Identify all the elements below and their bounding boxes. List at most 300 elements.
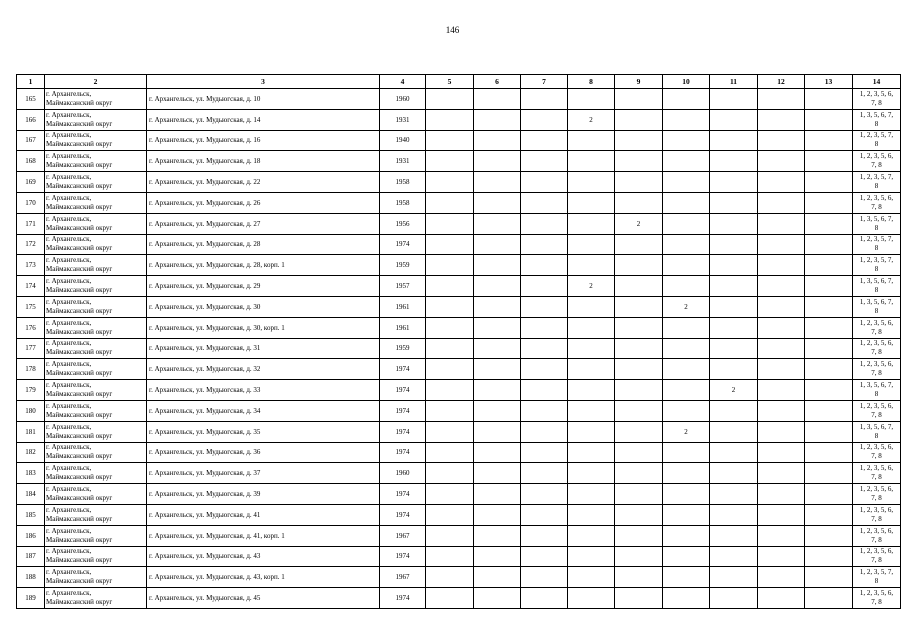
value-cell-8 [568,546,615,567]
column-header: 10 [663,75,710,89]
codes-line: 1, 2, 3, 5, 6, [859,485,894,494]
value-cell-10 [663,276,710,297]
value-cell-9 [615,276,663,297]
district-line: г. Архангельск, [46,297,92,306]
year-cell: 1974 [380,421,426,442]
district-line: г. Архангельск, [46,422,92,431]
row-number-cell: 187 [17,546,45,567]
district-line: г. Архангельск, [46,443,92,452]
address-cell: г. Архангельск, ул. Мудьюгская, д. 26 [147,192,380,213]
value-cell-7 [521,504,568,525]
value-cell-8 [568,442,615,463]
year-cell: 1967 [380,567,426,588]
codes-line: 8 [874,265,879,274]
value-cell-9: 2 [615,213,663,234]
value-cell-6 [474,234,521,255]
value-cell-13 [805,338,853,359]
value-cell-7 [521,130,568,151]
value-cell-9 [615,255,663,276]
value-cell-9 [615,380,663,401]
codes-line: 7, 8 [871,98,882,107]
value-cell-7 [521,151,568,172]
district-line: Маймаксанский округ [46,286,113,295]
value-cell-12 [758,296,805,317]
district-line: г. Архангельск, [46,485,92,494]
value-cell-13 [805,276,853,297]
codes-cell [853,442,901,463]
value-cell-13 [805,380,853,401]
codes-cell [853,504,901,525]
value-cell-5 [426,109,474,130]
value-cell-10 [663,463,710,484]
codes-line: 7, 8 [871,514,882,523]
value-cell-11 [710,192,758,213]
housing-table [16,74,901,609]
row-number-cell: 174 [17,276,45,297]
value-cell-11 [710,567,758,588]
table-row [17,234,901,255]
district-line: Маймаксанский округ [46,265,113,274]
district-line: Маймаксанский округ [46,369,113,378]
value-cell-5 [426,442,474,463]
value-cell-12 [758,504,805,525]
value-cell-7 [521,484,568,505]
district-line: Маймаксанский округ [46,410,113,419]
value-cell-5 [426,151,474,172]
value-cell-8 [568,567,615,588]
value-cell-10 [663,89,710,110]
address-cell: г. Архангельск, ул. Мудьюгская, д. 36 [147,442,380,463]
address-cell: г. Архангельск, ул. Мудьюгская, д. 30 [147,296,380,317]
year-cell: 1974 [380,588,426,609]
district-line: Маймаксанский округ [46,452,113,461]
value-cell-12 [758,255,805,276]
year-cell: 1974 [380,546,426,567]
value-cell-6 [474,255,521,276]
district-cell [45,463,147,484]
district-cell [45,442,147,463]
value-cell-13 [805,421,853,442]
value-cell-13 [805,525,853,546]
table-row [17,567,901,588]
value-cell-11 [710,172,758,193]
value-cell-9 [615,130,663,151]
codes-cell [853,276,901,297]
address-cell: г. Архангельск, ул. Мудьюгская, д. 43 [147,546,380,567]
value-cell-5 [426,192,474,213]
row-number-cell: 167 [17,130,45,151]
row-number-cell: 178 [17,359,45,380]
value-cell-9 [615,151,663,172]
value-cell-12 [758,359,805,380]
year-cell: 1974 [380,400,426,421]
district-line: г. Архангельск, [46,547,92,556]
district-cell [45,89,147,110]
address-cell: г. Архангельск, ул. Мудьюгская, д. 10 [147,89,380,110]
value-cell-7 [521,317,568,338]
value-cell-12 [758,213,805,234]
value-cell-6 [474,317,521,338]
value-cell-13 [805,317,853,338]
value-cell-8 [568,255,615,276]
codes-line: 7, 8 [871,348,882,357]
value-cell-9 [615,442,663,463]
value-cell-5 [426,380,474,401]
table-row [17,588,901,609]
district-line: Маймаксанский округ [46,556,113,565]
value-cell-11 [710,525,758,546]
codes-cell [853,567,901,588]
value-cell-11 [710,296,758,317]
value-cell-9 [615,567,663,588]
district-line: г. Архангельск, [46,381,92,390]
year-cell: 1974 [380,484,426,505]
row-number-cell: 189 [17,588,45,609]
value-cell-13 [805,567,853,588]
district-line: г. Архангельск, [46,173,92,182]
district-line: Маймаксанский округ [46,514,113,523]
value-cell-7 [521,442,568,463]
address-cell: г. Архангельск, ул. Мудьюгская, д. 30, корп. 1 [147,317,380,338]
district-line: Маймаксанский округ [46,577,113,586]
table-row [17,151,901,172]
codes-line: 8 [874,306,879,315]
row-number-cell: 183 [17,463,45,484]
value-cell-5 [426,296,474,317]
codes-line: 7, 8 [871,202,882,211]
value-cell-10 [663,172,710,193]
district-line: Маймаксанский округ [46,202,113,211]
codes-line: 1, 3, 5, 6, 7, [859,381,894,390]
codes-line: 1, 2, 3, 5, 7, [859,235,894,244]
year-cell: 1967 [380,525,426,546]
district-line: г. Архангельск, [46,526,92,535]
codes-line: 1, 3, 5, 6, 7, [859,297,894,306]
value-cell-5 [426,463,474,484]
value-cell-5 [426,525,474,546]
value-cell-6 [474,504,521,525]
table-row [17,442,901,463]
district-cell [45,109,147,130]
value-cell-6 [474,172,521,193]
value-cell-7 [521,172,568,193]
value-cell-9 [615,421,663,442]
district-line: Маймаксанский округ [46,306,113,315]
address-cell: г. Архангельск, ул. Мудьюгская, д. 37 [147,463,380,484]
address-cell: г. Архангельск, ул. Мудьюгская, д. 43, корп. 1 [147,567,380,588]
value-cell-13 [805,359,853,380]
value-cell-8 [568,130,615,151]
address-cell: г. Архангельск, ул. Мудьюгская, д. 41, корп. 1 [147,525,380,546]
address-cell: г. Архангельск, ул. Мудьюгская, д. 22 [147,172,380,193]
column-header: 11 [710,75,758,89]
value-cell-13 [805,192,853,213]
codes-line: 7, 8 [871,410,882,419]
value-cell-12 [758,338,805,359]
codes-line: 8 [874,431,879,440]
value-cell-11 [710,442,758,463]
value-cell-5 [426,89,474,110]
column-header: 8 [568,75,615,89]
value-cell-9 [615,525,663,546]
table-header [17,75,901,89]
value-cell-11 [710,89,758,110]
value-cell-9 [615,504,663,525]
address-cell: г. Архангельск, ул. Мудьюгская, д. 35 [147,421,380,442]
value-cell-12 [758,234,805,255]
value-cell-6 [474,588,521,609]
value-cell-13 [805,546,853,567]
value-cell-10 [663,234,710,255]
value-cell-10 [663,400,710,421]
value-cell-9 [615,317,663,338]
codes-line: 8 [874,577,879,586]
table-row [17,172,901,193]
year-cell: 1960 [380,89,426,110]
codes-cell [853,484,901,505]
address-cell: г. Архангельск, ул. Мудьюгская, д. 28 [147,234,380,255]
year-cell: 1958 [380,192,426,213]
value-cell-13 [805,151,853,172]
district-line: г. Архангельск, [46,360,92,369]
value-cell-10 [663,442,710,463]
value-cell-10: 2 [663,421,710,442]
value-cell-9 [615,109,663,130]
value-cell-13 [805,234,853,255]
codes-cell [853,255,901,276]
codes-line: 1, 2, 3, 5, 6, [859,360,894,369]
value-cell-12 [758,276,805,297]
value-cell-5 [426,317,474,338]
value-cell-7 [521,89,568,110]
district-cell [45,276,147,297]
value-cell-8 [568,338,615,359]
row-number-cell: 184 [17,484,45,505]
value-cell-11 [710,213,758,234]
value-cell-8 [568,504,615,525]
value-cell-11 [710,484,758,505]
codes-line: 1, 2, 3, 5, 7, [859,131,894,140]
district-cell [45,525,147,546]
district-cell [45,421,147,442]
value-cell-13 [805,504,853,525]
district-cell [45,255,147,276]
table-row [17,276,901,297]
value-cell-12 [758,130,805,151]
district-line: Маймаксанский округ [46,182,113,191]
value-cell-12 [758,442,805,463]
value-cell-6 [474,359,521,380]
value-cell-5 [426,276,474,297]
district-line: г. Архангельск, [46,589,92,598]
value-cell-10 [663,255,710,276]
value-cell-11: 2 [710,380,758,401]
table-row [17,255,901,276]
codes-line: 8 [874,244,879,253]
district-line: Маймаксанский округ [46,473,113,482]
district-line: Маймаксанский округ [46,327,113,336]
value-cell-6 [474,213,521,234]
district-cell [45,172,147,193]
value-cell-5 [426,567,474,588]
codes-line: 1, 2, 3, 5, 6, [859,339,894,348]
value-cell-12 [758,380,805,401]
value-cell-9 [615,192,663,213]
value-cell-5 [426,359,474,380]
column-header: 5 [426,75,474,89]
value-cell-12 [758,192,805,213]
value-cell-7 [521,109,568,130]
column-header: 9 [615,75,663,89]
value-cell-11 [710,255,758,276]
value-cell-11 [710,234,758,255]
value-cell-9 [615,338,663,359]
address-cell: г. Архангельск, ул. Мудьюгская, д. 39 [147,484,380,505]
value-cell-10 [663,213,710,234]
district-line: г. Архангельск, [46,214,92,223]
value-cell-9 [615,234,663,255]
year-cell: 1931 [380,151,426,172]
value-cell-8 [568,588,615,609]
row-number-cell: 166 [17,109,45,130]
value-cell-12 [758,588,805,609]
codes-line: 7, 8 [871,494,882,503]
row-number-cell: 170 [17,192,45,213]
value-cell-10 [663,546,710,567]
district-cell [45,213,147,234]
codes-cell [853,359,901,380]
value-cell-8: 2 [568,109,615,130]
row-number-cell: 182 [17,442,45,463]
header-row [17,75,901,89]
district-line: Маймаксанский округ [46,390,113,399]
district-line: г. Архангельск, [46,568,92,577]
codes-line: 1, 2, 3, 5, 7, [859,256,894,265]
codes-line: 1, 2, 3, 5, 6, [859,464,894,473]
codes-cell [853,338,901,359]
value-cell-5 [426,546,474,567]
value-cell-5 [426,588,474,609]
table-row [17,421,901,442]
address-cell: г. Архангельск, ул. Мудьюгская, д. 45 [147,588,380,609]
row-number-cell: 185 [17,504,45,525]
district-line: Маймаксанский округ [46,161,113,170]
value-cell-7 [521,234,568,255]
table-row [17,484,901,505]
value-cell-6 [474,130,521,151]
value-cell-13 [805,484,853,505]
value-cell-6 [474,276,521,297]
value-cell-7 [521,567,568,588]
year-cell: 1974 [380,234,426,255]
value-cell-11 [710,359,758,380]
value-cell-10 [663,109,710,130]
table-row [17,192,901,213]
value-cell-7 [521,421,568,442]
value-cell-7 [521,380,568,401]
value-cell-8 [568,359,615,380]
value-cell-5 [426,421,474,442]
codes-line: 1, 2, 3, 5, 6, [859,589,894,598]
value-cell-12 [758,546,805,567]
value-cell-8 [568,192,615,213]
value-cell-6 [474,546,521,567]
value-cell-8 [568,234,615,255]
value-cell-8: 2 [568,276,615,297]
table-row [17,130,901,151]
address-cell: г. Архангельск, ул. Мудьюгская, д. 28, корп. 1 [147,255,380,276]
codes-line: 1, 2, 3, 5, 6, [859,547,894,556]
year-cell: 1974 [380,380,426,401]
table-row [17,546,901,567]
district-line: Маймаксанский округ [46,598,113,607]
codes-line: 1, 3, 5, 6, 7, [859,277,894,286]
value-cell-13 [805,213,853,234]
row-number-cell: 168 [17,151,45,172]
value-cell-6 [474,421,521,442]
value-cell-7 [521,276,568,297]
codes-cell [853,89,901,110]
district-line: г. Архангельск, [46,401,92,410]
row-number-cell: 186 [17,525,45,546]
value-cell-10 [663,588,710,609]
value-cell-8 [568,317,615,338]
codes-cell [853,213,901,234]
value-cell-7 [521,400,568,421]
row-number-cell: 177 [17,338,45,359]
codes-line: 7, 8 [871,327,882,336]
value-cell-5 [426,504,474,525]
table-row [17,504,901,525]
column-header: 7 [521,75,568,89]
value-cell-13 [805,296,853,317]
district-cell [45,588,147,609]
codes-cell [853,463,901,484]
value-cell-8 [568,296,615,317]
district-line: г. Архангельск, [46,89,92,98]
district-cell [45,380,147,401]
value-cell-5 [426,213,474,234]
value-cell-9 [615,546,663,567]
codes-cell [853,130,901,151]
codes-line: 7, 8 [871,598,882,607]
value-cell-6 [474,525,521,546]
value-cell-9 [615,588,663,609]
year-cell: 1940 [380,130,426,151]
year-cell: 1960 [380,463,426,484]
row-number-cell: 179 [17,380,45,401]
value-cell-9 [615,296,663,317]
value-cell-5 [426,255,474,276]
value-cell-6 [474,338,521,359]
value-cell-8 [568,89,615,110]
codes-cell [853,588,901,609]
codes-line: 1, 2, 3, 5, 6, [859,526,894,535]
table-row [17,380,901,401]
year-cell: 1956 [380,213,426,234]
value-cell-6 [474,89,521,110]
value-cell-11 [710,338,758,359]
value-cell-9 [615,484,663,505]
district-cell [45,338,147,359]
value-cell-13 [805,109,853,130]
value-cell-10: 2 [663,296,710,317]
value-cell-5 [426,130,474,151]
district-line: Маймаксанский округ [46,223,113,232]
value-cell-8 [568,525,615,546]
codes-cell [853,151,901,172]
district-line: Маймаксанский округ [46,348,113,357]
